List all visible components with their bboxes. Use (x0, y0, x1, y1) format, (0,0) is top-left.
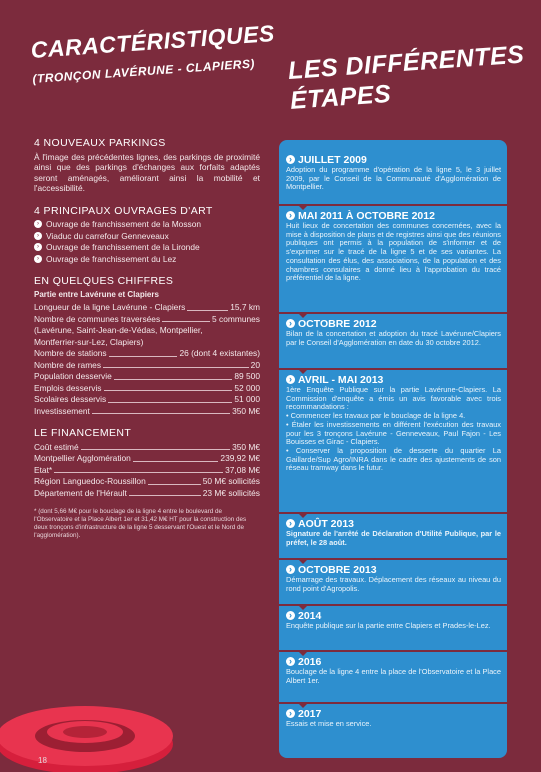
timeline-text: Démarrage des travaux. Déplacement des réseaux au niveau du rond point d'Agropolis. (286, 575, 501, 593)
timeline-recommendation: • Conserver la proposition de desserte du quartier La Gaillarde/Sup Agro/INRA dans le cadre des ajustements de son réseau tramway dans le futur. (286, 445, 501, 473)
stat-row-communes: Nombre de communes traversées 5 communes (34, 313, 260, 324)
arrow-bullet-icon: › (34, 232, 42, 240)
timeline-date: › AOÛT 2013 (286, 518, 501, 530)
timeline-date: › 2017 (286, 708, 501, 720)
timeline-panel (279, 140, 507, 758)
ouvrage-item: › Viaduc du carrefour Genneveaux (34, 231, 260, 242)
finance-row-cout: Coût estimé 350 M€ (34, 441, 260, 452)
timeline-date: › 2014 (286, 610, 501, 622)
timeline-date: › MAI 2011 À OCTOBRE 2012 (286, 210, 501, 222)
timeline-date: › 2016 (286, 656, 501, 668)
timeline-divider (279, 512, 507, 514)
timeline-entry (286, 318, 501, 347)
communes-detail: (Lavérune, Saint-Jean-de-Védas, Montpellier, (34, 325, 203, 335)
arrow-bullet-icon: › (34, 220, 42, 228)
timeline-entry (286, 656, 501, 685)
parkings-text: À l'image des précédentes lignes, des parkings de proximité ainsi que des parkings d'échanges aux forfaits adaptés seront aménagés, améliorant ainsi la mobilité et l'accessibilité. (34, 151, 260, 193)
timeline-divider (279, 604, 507, 606)
right-title (287, 39, 527, 115)
timeline-text: Huit lieux de concertation des communes concernées, avec la mise à disposition de plans et de registres ainsi que des réunions publiques ont permis à la population de s'informer et de s'exprimer sur le tracé de la ligne 5 et de ses variantes. La consultation des élus, des associations, de la population et des chambres consulaires a donné lieu à l'approbation du tracé préférentiel de la ligne. (286, 221, 501, 283)
arrow-bullet-icon: › (34, 255, 42, 263)
left-subtitle: (TRONÇON LAVÉRUNE - CLAPIERS) (32, 56, 256, 86)
financement-heading: LE FINANCEMENT (34, 427, 132, 439)
stat-row-rames: Nombre de rames 20 (34, 359, 260, 370)
decorative-ring-graphic (0, 692, 180, 772)
left-title: CARACTÉRISTIQUES (29, 19, 276, 63)
timeline-text: Bilan de la concertation et adoption du tracé Lavérune/Clapiers par le Conseil d'Agglomération en date du 30 octobre 2012. (286, 329, 501, 347)
timeline-recommendation: • Étaler les investissements en différent l'exécution des travaux pour les 3 tronçons Lavérune - Genneveaux, Paul Fajon - Les Bouisses et Girac - Clapiers. (286, 419, 501, 447)
timeline-divider (279, 650, 507, 652)
right-title-line-2: ÉTAPES (289, 79, 393, 115)
communes-detail: Montferrier-sur-Lez, Clapiers) (34, 336, 144, 347)
timeline-entry (286, 374, 501, 473)
timeline-entry (286, 564, 501, 593)
timeline-divider (279, 368, 507, 370)
timeline-date: › OCTOBRE 2012 (286, 318, 501, 330)
stat-row-scolaires: Scolaires desservis 51 000 (34, 394, 260, 404)
ouvrage-item: › Ouvrage de franchissement du Lez (34, 254, 260, 265)
ouvrage-item: › Ouvrage de franchissement de la Mosson (34, 219, 260, 230)
stat-row-population: Population desservie 89 500 (34, 371, 260, 381)
timeline-divider (279, 204, 507, 206)
timeline-entry (286, 518, 501, 547)
arrow-bullet-icon: › (34, 243, 42, 251)
timeline-text: Signature de l'arrêté de Déclaration d'Utilité Publique, par le préfet, le 28 août. (286, 529, 501, 547)
timeline-date: › AVRIL - MAI 2013 (286, 374, 501, 386)
timeline-divider (279, 312, 507, 314)
page-number: 18 (38, 756, 47, 765)
chiffres-heading: EN QUELQUES CHIFFRES (34, 275, 174, 287)
financement-footnote: * (dont 5,66 M€ pour le bouclage de la ligne 4 entre le boulevard de l'Observatoire et la Place Albert 1er et 31,42 M€ HT pour la construction des deux tronçons d'infrastructure de la ligne 5 desservant l'Ouest et le Nord de l'agglomération). (34, 508, 247, 539)
stat-row-emplois: Emplois desservis 52 000 (34, 382, 260, 393)
chiffres-subheading: Partie entre Lavérune et Clapiers (34, 289, 159, 299)
timeline-text: 1ère Enquête Publique sur la partie Lavérune-Clapiers. La Commission d'enquête a émis un avis favorable avec trois recommandations : (286, 385, 501, 412)
parkings-heading: 4 NOUVEAUX PARKINGS (34, 137, 166, 149)
ouvrage-item: › Ouvrage de franchissement de la Lironde (34, 242, 260, 253)
timeline-text: Essais et mise en service. (286, 719, 372, 728)
timeline-text: Bouclage de la ligne 4 entre la place de l'Observatoire et la Place Albert 1er. (286, 667, 501, 685)
stat-row-investissement: Investissement 350 M€ (34, 405, 260, 416)
finance-row-region: Région Languedoc-Roussillon 50 M€ sollicités (34, 476, 260, 486)
finance-row-departement: Département de l'Hérault 23 M€ sollicités (34, 487, 260, 498)
finance-row-etat: Etat* 37,08 M€ (34, 464, 260, 475)
timeline-date: › OCTOBRE 2013 (286, 564, 501, 576)
timeline-entry (286, 610, 501, 631)
finance-row-agglo: Montpellier Agglomération 239,92 M€ (34, 453, 260, 463)
timeline-text: Adoption du programme d'opération de la ligne 5, le 3 juillet 2009, par le Conseil de la Communauté d'Agglomération de Montpellier. (286, 165, 501, 192)
ouvrages-heading: 4 PRINCIPAUX OUVRAGES D'ART (34, 204, 213, 217)
timeline-entry (286, 154, 501, 192)
timeline-recommendation: • Commencer les travaux par le bouclage de la ligne 4. (286, 411, 466, 421)
timeline-entry (286, 708, 501, 729)
timeline-divider (279, 702, 507, 704)
timeline-text: Enquête publique sur la partie entre Clapiers et Prades-le-Lez. (286, 621, 491, 630)
timeline-divider (279, 558, 507, 560)
characteristics-column (34, 138, 260, 540)
timeline-date: › JUILLET 2009 (286, 154, 501, 166)
right-title-line-1: LES DIFFÉRENTES (287, 40, 526, 85)
timeline-entry (286, 210, 501, 283)
stat-row-stations: Nombre de stations 26 (dont 4 existantes) (34, 348, 260, 358)
stat-row-longueur: Longueur de la ligne Lavérune - Clapiers 15,7 km (34, 302, 260, 312)
